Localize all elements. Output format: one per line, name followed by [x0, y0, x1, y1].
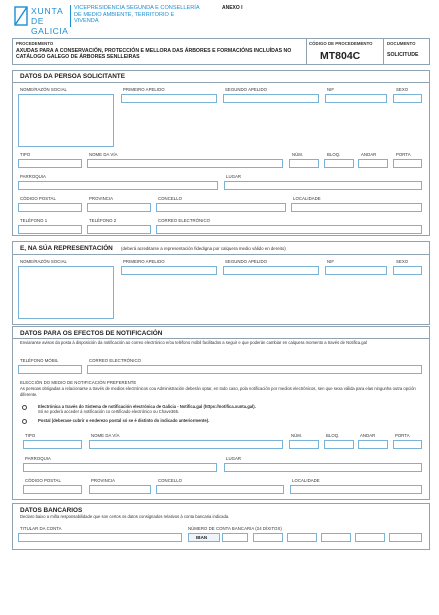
- xunta-logo-icon: [14, 6, 28, 26]
- applicant-phone1-field[interactable]: [18, 225, 82, 234]
- representative-surname1-field[interactable]: [121, 266, 217, 275]
- representative-title-rule: [12, 254, 430, 255]
- applicant-email-field[interactable]: [156, 225, 422, 234]
- notification-option1: Electrónica a través do Sistema de notificación electrónica de Galicia - Notifica.gal (https://notifica.xunta.gal).: [38, 404, 256, 409]
- notification-locality-label: LOCALIDADE: [292, 478, 320, 483]
- representative-name-label: NOME/RAZÓN SOCIAL: [20, 259, 67, 264]
- applicant-surname2-field[interactable]: [223, 94, 319, 103]
- notification-mobile-field[interactable]: [18, 365, 82, 374]
- applicant-place-field[interactable]: [224, 181, 422, 190]
- document-label: DOCUMENTO: [387, 41, 416, 46]
- procedure-code: MT804C: [320, 50, 361, 62]
- bank-account-label: NÚMERO DE CONTA BANCARIA (24 DÍXITOS): [188, 526, 282, 531]
- notification-place-label: LUGAR: [226, 456, 242, 461]
- applicant-type-label: TIPO: [20, 152, 31, 157]
- notification-type-label: TIPO: [25, 433, 36, 438]
- notification-choice-title: ELECCIÓN DO MEDIO DE NOTIFICACIÓN PREFERENTE: [20, 380, 137, 385]
- applicant-council-label: CONCELLO: [158, 196, 183, 201]
- bank-iban-label: IBAN: [196, 535, 208, 540]
- notification-title-rule: [12, 338, 430, 339]
- notification-num-label: NÚM.: [291, 433, 303, 438]
- applicant-name-field[interactable]: [18, 94, 114, 147]
- xunta-logo: [14, 6, 76, 36]
- representative-note: (deberá acreditarse a representación fidedigna por calquera medio válido en dereito): [121, 246, 286, 251]
- notification-option2: Postal (deberase cubrir o enderezo postal só se é distinto do indicado anteriormente).: [38, 418, 210, 423]
- notification-street-label: NOME DA VÍA: [91, 433, 120, 438]
- applicant-place-label: LUGAR: [226, 174, 242, 179]
- ministry-divider: [70, 5, 71, 27]
- notification-door-field[interactable]: [393, 440, 422, 449]
- notification-electronic-radio[interactable]: [22, 405, 27, 410]
- bank-intro: Declaro baixo a miña responsabilidade que son certos os datos consignados relativos á conta bancaria indicada.: [20, 514, 230, 519]
- applicant-floor-field[interactable]: [358, 159, 388, 168]
- applicant-locality-field[interactable]: [291, 203, 422, 212]
- bank-holder-field[interactable]: [18, 533, 182, 542]
- representative-surname1-label: PRIMEIRO APELIDO: [123, 259, 165, 264]
- representative-sex-field[interactable]: [393, 266, 422, 275]
- applicant-floor-label: ANDAR: [361, 152, 377, 157]
- notification-postal-radio[interactable]: [22, 419, 27, 424]
- applicant-name-label: NOME/RAZÓN SOCIAL: [20, 87, 67, 92]
- bank-iban-field[interactable]: [222, 533, 248, 542]
- applicant-email-label: CORREO ELECTRÓNICO: [158, 218, 210, 223]
- applicant-province-field[interactable]: [87, 203, 151, 212]
- notification-council-label: CONCELLO: [158, 478, 183, 483]
- representative-name-field[interactable]: [18, 266, 114, 319]
- bank-account-group-5[interactable]: [389, 533, 422, 542]
- applicant-block-field[interactable]: [324, 159, 354, 168]
- logo-line1: XUNTA: [31, 6, 64, 16]
- document-divider: [383, 38, 384, 65]
- notification-email-field[interactable]: [87, 365, 422, 374]
- applicant-num-field[interactable]: [289, 159, 319, 168]
- ministry-name: VICEPRESIDENCIA SEGUNDA E CONSELLERÍA DE MEDIO AMBIENTE, TERRITORIO E VIVENDA: [74, 5, 200, 25]
- notification-type-field[interactable]: [23, 440, 82, 449]
- applicant-street-label: NOME DA VÍA: [89, 152, 118, 157]
- applicant-title-rule: [12, 82, 430, 83]
- notification-choice-text: As persoas obrigadas a relacionarse a través de medios electrónicos coa Administración deberán optar, en todo caso, pola notificación por medios electrónicos, sen que sexa válida para elas ningunha outra opción diferente.: [20, 386, 416, 397]
- applicant-phone1-label: TELÉFONO 1: [20, 218, 48, 223]
- applicant-sex-label: SEXO: [396, 87, 409, 92]
- representative-nif-field[interactable]: [325, 266, 387, 275]
- applicant-door-label: PORTA: [396, 152, 411, 157]
- applicant-surname1-field[interactable]: [121, 94, 217, 103]
- notification-locality-field[interactable]: [290, 485, 422, 494]
- notification-postal-field[interactable]: [23, 485, 82, 494]
- notification-council-field[interactable]: [156, 485, 284, 494]
- bank-holder-label: TITULAR DA CONTA: [20, 526, 62, 531]
- applicant-parish-field[interactable]: [18, 181, 218, 190]
- applicant-council-field[interactable]: [156, 203, 286, 212]
- notification-parish-field[interactable]: [23, 463, 217, 472]
- notification-province-label: PROVINCIA: [91, 478, 116, 483]
- bank-account-group-2[interactable]: [287, 533, 317, 542]
- applicant-postal-field[interactable]: [18, 203, 82, 212]
- notification-postal-label: CÓDIGO POSTAL: [25, 478, 61, 483]
- representative-nif-label: NIF: [327, 259, 335, 264]
- applicant-surname1-label: PRIMEIRO APELIDO: [123, 87, 165, 92]
- applicant-sex-field[interactable]: [393, 94, 422, 103]
- representative-sex-label: SEXO: [396, 259, 409, 264]
- applicant-num-label: NÚM.: [292, 152, 304, 157]
- notification-block-label: BLOQ.: [326, 433, 340, 438]
- procedure-code-label: CÓDIGO DE PROCEDEMENTO: [309, 41, 373, 46]
- applicant-phone2-field[interactable]: [87, 225, 151, 234]
- annex-label: ANEXO I: [222, 5, 243, 11]
- applicant-parish-label: PARROQUIA: [20, 174, 46, 179]
- notification-floor-field[interactable]: [358, 440, 388, 449]
- notification-email-label: CORREO ELECTRÓNICO: [89, 358, 141, 363]
- applicant-type-field[interactable]: [18, 159, 82, 168]
- procedure-title: AXUDAS PARA A CONSERVACIÓN, PROTECCIÓN E MELLORA DAS ÁRBORES E FORMACIÓNS INCLUÍDAS NO CATÁLOGO GALEGO DE ÁRBORES SENLLEIRAS: [16, 48, 292, 61]
- applicant-title: DATOS DA PERSOA SOLICITANTE: [20, 73, 125, 80]
- notification-street-field[interactable]: [89, 440, 283, 449]
- notification-mobile-label: TELÉFONO MÓBIL: [20, 358, 59, 363]
- notification-place-field[interactable]: [224, 463, 422, 472]
- bank-account-group-1[interactable]: [253, 533, 283, 542]
- bank-title: DATOS BANCARIOS: [20, 507, 83, 514]
- applicant-surname2-label: SEGUNDO APELIDO: [225, 87, 268, 92]
- applicant-nif-field[interactable]: [325, 94, 387, 103]
- document-value: SOLICITUDE: [387, 52, 419, 58]
- applicant-postal-label: CÓDIGO POSTAL: [20, 196, 56, 201]
- procedure-label: PROCEDEMENTO: [16, 41, 54, 46]
- applicant-phone2-label: TELÉFONO 2: [89, 218, 117, 223]
- applicant-door-field[interactable]: [393, 159, 422, 168]
- notification-option1b: Só se poderá acceder á notificación co certificado electrónico ou Chave365.: [38, 409, 180, 414]
- bank-account-group-4[interactable]: [355, 533, 385, 542]
- notification-parish-label: PARROQUIA: [25, 456, 51, 461]
- applicant-nif-label: NIF: [327, 87, 335, 92]
- notification-title: DATOS PARA OS EFECTOS DE NOTIFICACIÓN: [20, 330, 163, 337]
- bank-account-group-3[interactable]: [321, 533, 351, 542]
- procedure-code-divider: [306, 38, 307, 65]
- representative-title: E, NA SÚA REPRESENTACIÓN: [20, 245, 113, 252]
- notification-floor-label: ANDAR: [360, 433, 376, 438]
- applicant-block-label: BLOQ.: [327, 152, 341, 157]
- notification-block-field[interactable]: [324, 440, 354, 449]
- applicant-locality-label: LOCALIDADE: [293, 196, 321, 201]
- notification-province-field[interactable]: [89, 485, 151, 494]
- applicant-street-field[interactable]: [87, 159, 283, 168]
- notification-intro: Enviaranse avisos da posta á disposición da notificación ao correo electrónico e/ou teléfono móbil facilitados a seguir e que poderán cambiar en calquera momento a través de Notifica.gal: [20, 340, 367, 345]
- notification-door-label: PORTA: [395, 433, 410, 438]
- notification-num-field[interactable]: [289, 440, 319, 449]
- representative-surname2-label: SEGUNDO APELIDO: [225, 259, 268, 264]
- logo-line2: DE GALICIA: [31, 16, 69, 36]
- representative-surname2-field[interactable]: [223, 266, 319, 275]
- applicant-province-label: PROVINCIA: [89, 196, 114, 201]
